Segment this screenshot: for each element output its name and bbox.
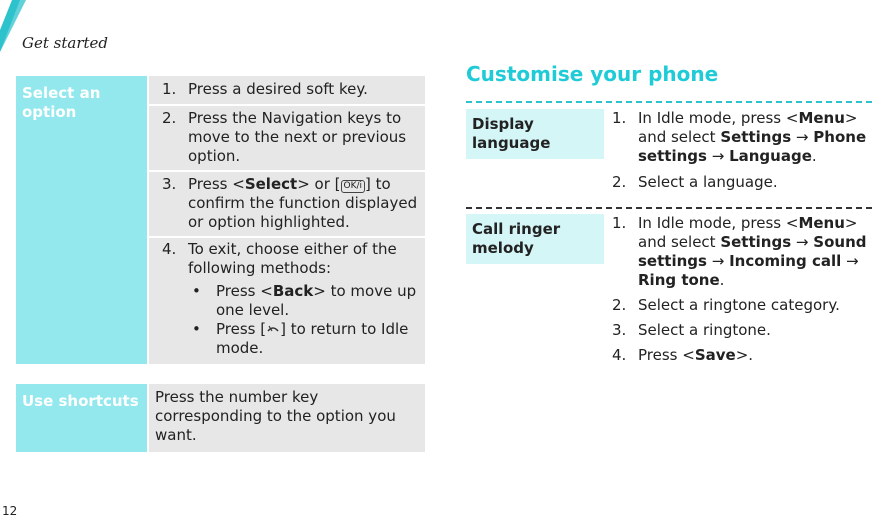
ok-key-icon: OK/i	[341, 180, 366, 193]
divider	[466, 207, 872, 209]
table-head-shortcuts: Use shortcuts	[16, 384, 147, 452]
table-row: 1. Press a desired soft key.	[149, 76, 425, 104]
section-title: Customise your phone	[466, 62, 719, 86]
table-head-select: Select an option	[16, 76, 147, 364]
table-row: 3. Press <Select> or [ OK/i ] to confirm the function displayed or option highlighted.	[149, 172, 425, 236]
table-row: Press the number key corresponding to the option you want.	[149, 384, 425, 452]
item-head-call-ringer: Call ringer melody	[466, 214, 604, 264]
divider	[466, 101, 872, 103]
item-head-display-language: Display language	[466, 109, 604, 159]
table-row: 2. Press the Navigation keys to move to the next or previous option.	[149, 106, 425, 170]
end-key-icon	[266, 323, 280, 335]
table-row: 4. To exit, choose either of the following methods: • Press <Back> to move up one level. • Press [ ] to return to Idle mode.	[149, 238, 425, 364]
page-number: 12	[2, 504, 18, 518]
running-header: Get started	[22, 34, 109, 52]
